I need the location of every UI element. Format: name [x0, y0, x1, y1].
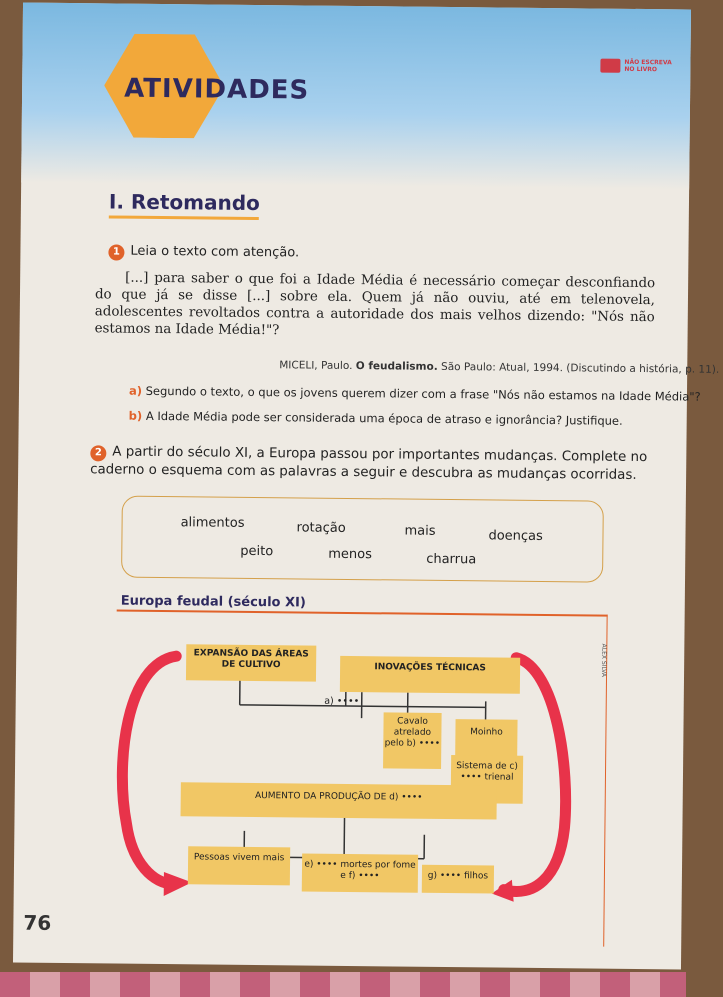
word: peito — [240, 543, 274, 560]
deaths-box: e) •••• mortes por fome e f) •••• — [302, 853, 418, 892]
innovations-box: INOVAÇÕES TÉCNICAS — [340, 656, 520, 694]
citation-title: O feudalismo. — [355, 360, 438, 373]
word: menos — [328, 546, 373, 563]
children-box: g) •••• filhos — [422, 865, 494, 894]
citation-rest: São Paulo: Atual, 1994. (Discutindo a história, p. 11). — [441, 360, 720, 376]
citation-author: MICELI, Paulo. — [279, 359, 353, 372]
activity-title: ATIVIDADES — [123, 73, 310, 106]
illustration-credit: ALEX SILVA — [600, 643, 608, 678]
horse-box: Cavalo atrelado pelo b) •••• — [383, 712, 442, 769]
quote-body: [...] para saber o que foi a Idade Média é necessário começar desconfiando do que já se disse [...] sobre ela. Quem já não ouviu, até em telenovela, adolescentes revoltados contra a autoridade dos mais velhos dizendo: "Nós não estamos na Idade Média!"? — [94, 270, 656, 339]
word: rotação — [296, 520, 346, 536]
system-box: Sistema de c) •••• trienal — [451, 755, 523, 804]
word: alimentos — [180, 515, 245, 531]
question-prompt: Leia o texto com atenção. — [130, 243, 300, 261]
mill-box: Moinho — [455, 719, 517, 758]
diagram-connectors — [13, 3, 691, 970]
textbook-page — [13, 3, 720, 970]
item-text: A Idade Média pode ser considerada uma época de atraso e ignorância? Justifique. — [145, 408, 623, 428]
page-number: 76 — [23, 910, 52, 935]
item-letter: b) — [128, 408, 143, 423]
question-prompt: A partir do século XI, a Europa passou por importantes mudanças. Complete no caderno o esquema com as palavras a seguir e descubra as mudanças ocorridas. — [90, 444, 648, 483]
expansion-box: EXPANSÃO DAS ÁREAS DE CULTIVO — [186, 644, 316, 681]
section-title: I. Retomando — [108, 189, 260, 216]
bottom-strip — [0, 972, 686, 997]
item-text: Segundo o texto, o que os jovens querem dizer com a frase "Nós não estamos na Idade Média"? — [145, 383, 701, 404]
word: doenças — [488, 528, 543, 545]
no-writing-text: NÃO ESCREVA NO LIVRO — [624, 58, 672, 74]
word: mais — [404, 523, 436, 539]
diagram-title: Europa feudal (século XI) — [120, 593, 306, 611]
people-box: Pessoas vivem mais — [188, 846, 290, 885]
question-number: 2 — [90, 445, 106, 461]
item-letter: a) — [128, 383, 143, 398]
word: charrua — [426, 551, 477, 568]
question-number: 1 — [108, 244, 124, 260]
production-box: AUMENTO DA PRODUÇÃO DE d) •••• — [181, 782, 497, 819]
blank-a: a) •••• — [324, 695, 360, 708]
